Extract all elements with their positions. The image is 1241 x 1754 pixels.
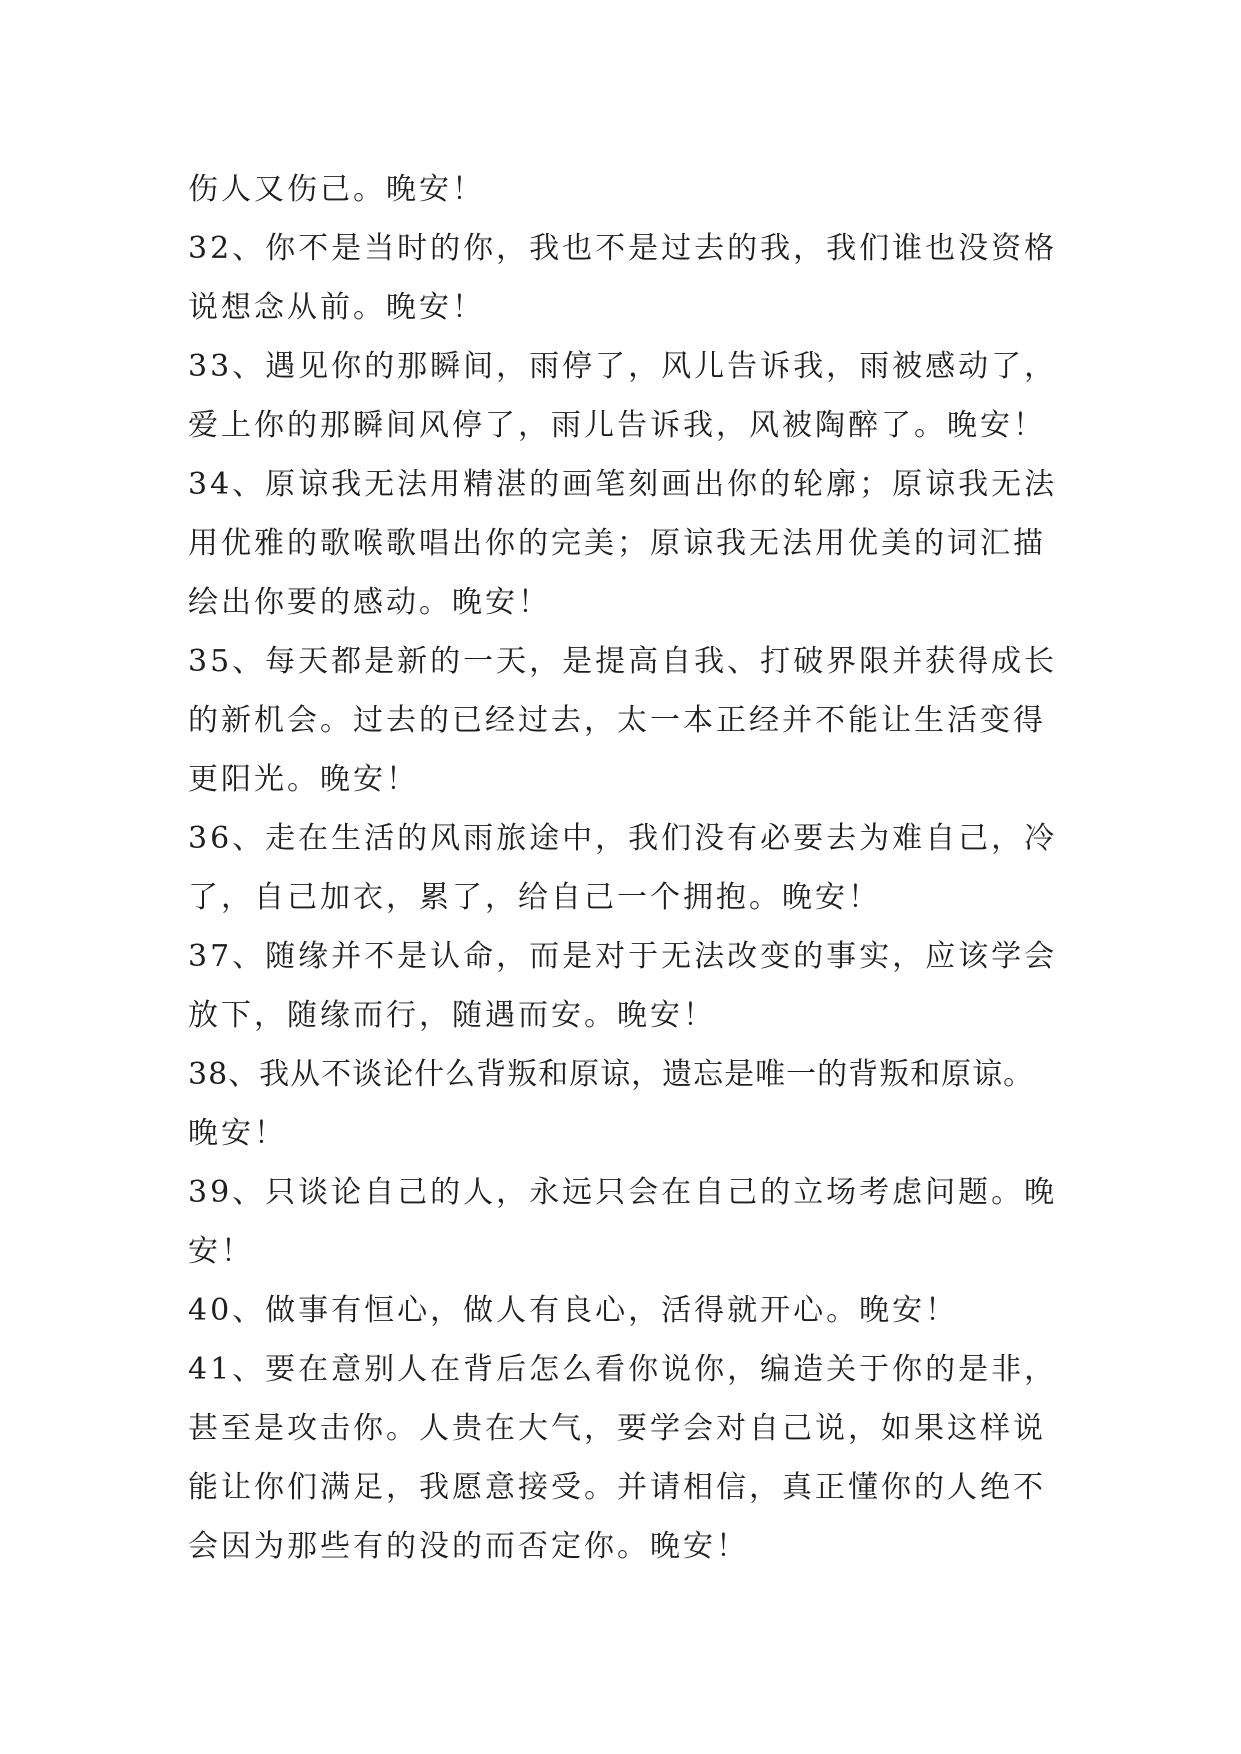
text-line: 的新机会。过去的已经过去，太一本正经并不能让生活变得 [188, 703, 1046, 738]
text-line: 41、要在意别人在背后怎么看你说你，编造关于你的是非， [188, 1352, 1058, 1387]
text-line: 会因为那些有的没的而否定你。晚安！ [188, 1529, 749, 1564]
text-line: 用优雅的歌喉歌唱出你的完美；原谅我无法用优美的词汇描 [188, 526, 1046, 561]
text-line: 39、只谈论自己的人，永远只会在自己的立场考虑问题。晚 [188, 1175, 1058, 1210]
text-line: 35、每天都是新的一天，是提高自我、打破界限并获得成长 [188, 644, 1058, 679]
text-line: 32、你不是当时的你，我也不是过去的我，我们谁也没资格 [188, 231, 1058, 266]
document-body [188, 160, 1068, 1576]
text-line: 33、遇见你的那瞬间，雨停了，风儿告诉我，雨被感动了， [188, 349, 1058, 384]
text-line: 38、我从不谈论什么背叛和原谅，遗忘是唯一的背叛和原谅。 [188, 1057, 1035, 1092]
text-line: 能让你们满足，我愿意接受。并请相信，真正懂你的人绝不 [188, 1470, 1046, 1505]
text-line: 安！ [188, 1234, 254, 1269]
text-line: 37、随缘并不是认命，而是对于无法改变的事实，应该学会 [188, 939, 1058, 974]
text-line: 放下，随缘而行，随遇而安。晚安！ [188, 998, 716, 1033]
text-line: 伤人又伤己。晚安！ [188, 172, 485, 207]
text-line: 晚安！ [188, 1116, 287, 1151]
text-line: 36、走在生活的风雨旅途中，我们没有必要去为难自己，冷 [188, 821, 1058, 856]
text-line: 绘出你要的感动。晚安！ [188, 585, 551, 620]
text-line: 40、做事有恒心，做人有良心，活得就开心。晚安！ [188, 1293, 959, 1328]
text-line: 了，自己加衣，累了，给自己一个拥抱。晚安！ [188, 880, 881, 915]
text-line: 更阳光。晚安！ [188, 762, 419, 797]
text-line: 34、原谅我无法用精湛的画笔刻画出你的轮廓；原谅我无法 [188, 467, 1058, 502]
text-line: 甚至是攻击你。人贵在大气，要学会对自己说，如果这样说 [188, 1411, 1046, 1446]
text-line: 爱上你的那瞬间风停了，雨儿告诉我，风被陶醉了。晚安！ [188, 408, 1046, 443]
text-line: 说想念从前。晚安！ [188, 290, 485, 325]
